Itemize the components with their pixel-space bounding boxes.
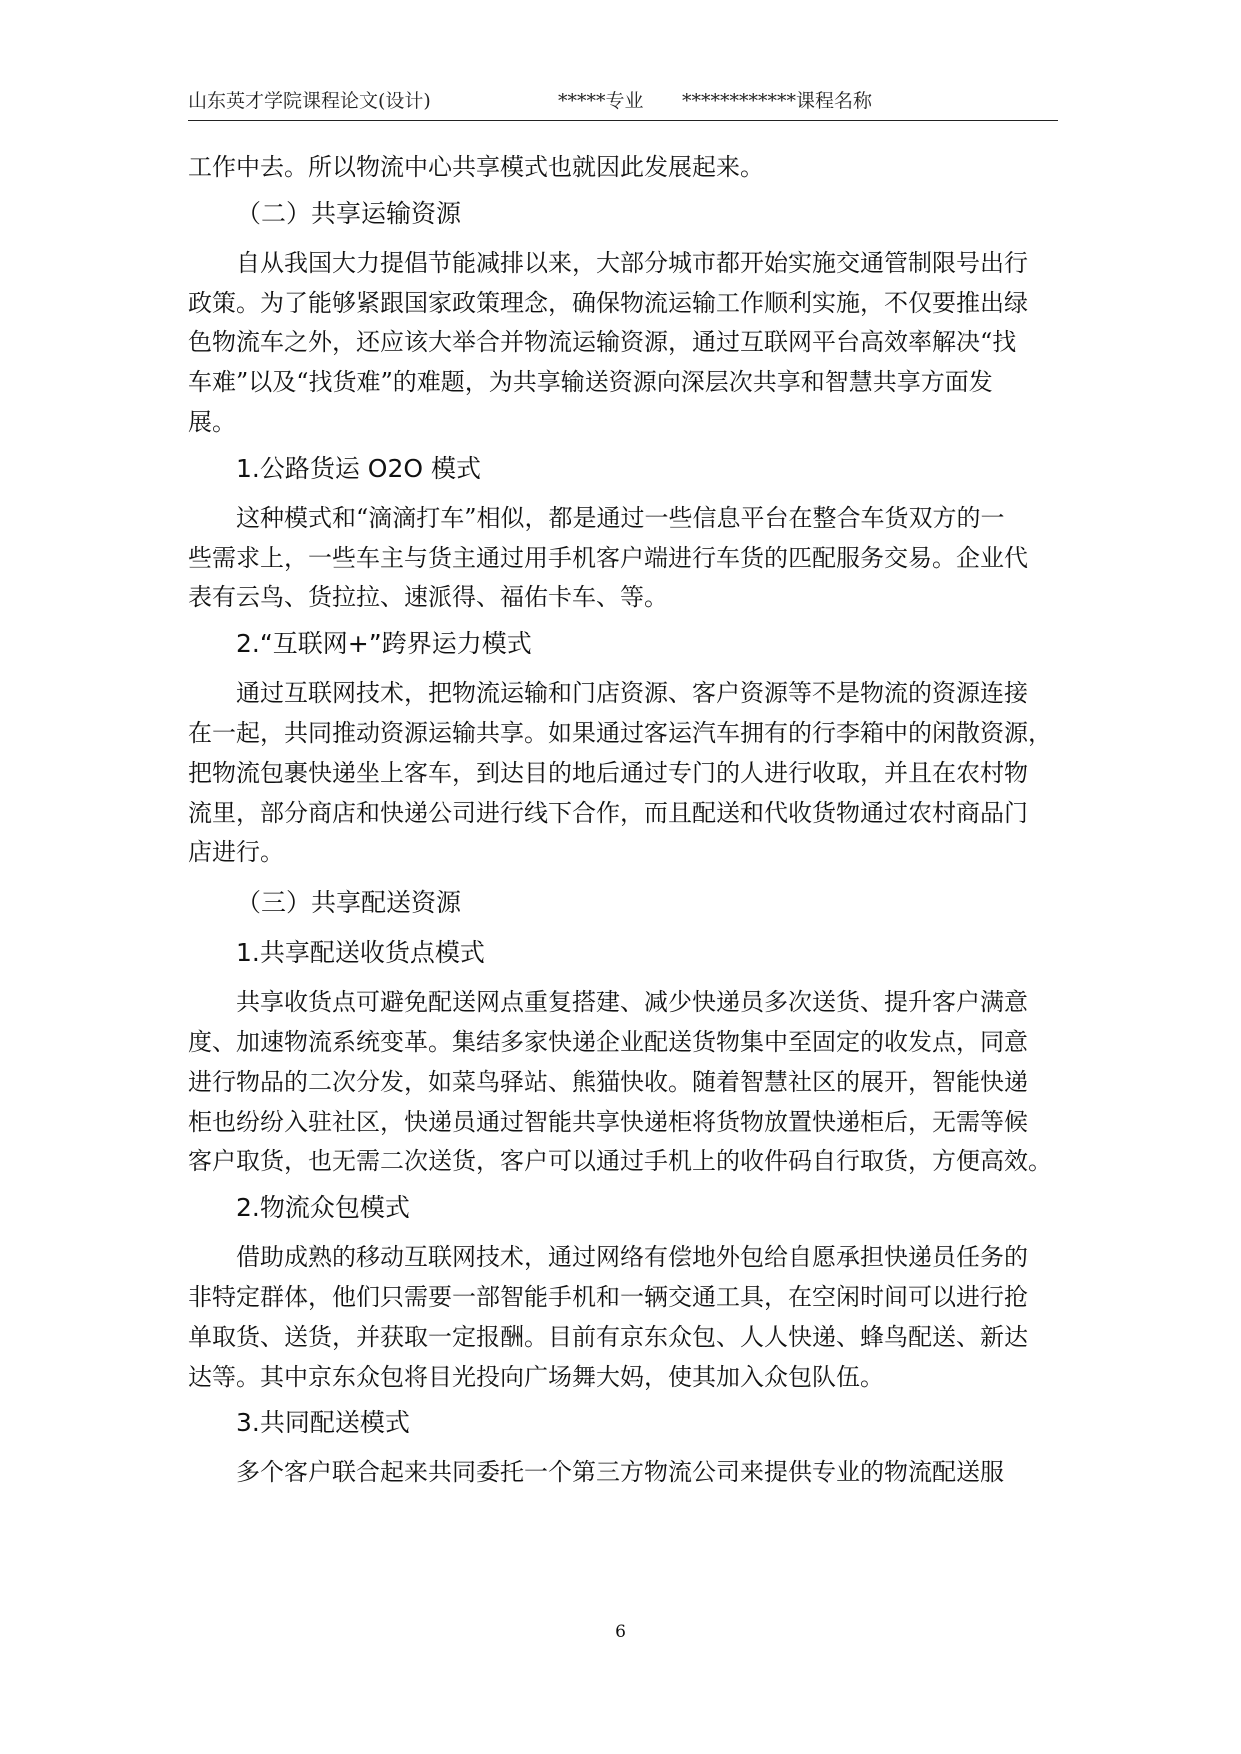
paragraph-line: 表有云鸟、货拉拉、速派得、福佑卡车、等。 <box>188 583 668 612</box>
paragraph-line: 流里，部分商店和快递公司进行线下合作，而且配送和代收货物通过农村商品门 <box>188 798 1028 827</box>
paragraph-line: 这种模式和“滴滴打车”相似，都是通过一些信息平台在整合车货双方的一 <box>236 503 1005 532</box>
paragraph-line: 些需求上，一些车主与货主通过用手机客户端进行车货的匹配服务交易。企业代 <box>188 543 1028 572</box>
header-course-name: ************课程名称 <box>682 90 873 112</box>
paragraph-internet-plus <box>188 674 1058 873</box>
subheading-pickup-points: 1.共享配送收货点模式 <box>236 938 485 968</box>
paragraph-continuation <box>188 148 1058 188</box>
subheading-joint-delivery: 3.共同配送模式 <box>236 1408 410 1438</box>
header-major: *****专业 <box>558 90 644 112</box>
paragraph-line: 店进行。 <box>188 838 284 867</box>
paragraph-line: 单取货、送货，并获取一定报酬。目前有京东众包、人人快递、蜂鸟配送、新达 <box>188 1322 1028 1351</box>
header-institution: 山东英才学院课程论文(设计) <box>188 90 431 112</box>
paragraph-road-freight-o2o <box>188 499 1058 618</box>
paragraph-line: 进行物品的二次分发，如菜鸟驿站、熊猫快收。随着智慧社区的展开，智能快递 <box>188 1067 1028 1096</box>
paragraph-line: 柜也纷纷入驻社区，快递员通过智能共享快递柜将货物放置快递柜后，无需等候 <box>188 1107 1028 1136</box>
header-rule <box>188 120 1058 121</box>
paragraph-line: 色物流车之外，还应该大举合并物流运输资源，通过互联网平台高效率解决“找 <box>188 328 1017 357</box>
paragraph-line: 自从我国大力提倡节能减排以来，大部分城市都开始实施交通管制限号出行 <box>236 248 1028 277</box>
paragraph-shared-transport <box>188 244 1058 443</box>
paragraph-line: 度、加速物流系统变革。集结多家快递企业配送货物集中至固定的收发点，同意 <box>188 1027 1028 1056</box>
subheading-internet-plus: 2.“互联网+”跨界运力模式 <box>236 629 532 659</box>
paragraph-line: 通过互联网技术，把物流运输和门店资源、客户资源等不是物流的资源连接 <box>236 679 1028 708</box>
paragraph-line: 工作中去。所以物流中心共享模式也就因此发展起来。 <box>188 153 764 181</box>
section-heading-shared-delivery: （三）共享配送资源 <box>236 888 462 918</box>
paragraph-line: 借助成熟的移动互联网技术，通过网络有偿地外包给自愿承担快递员任务的 <box>236 1243 1028 1272</box>
paragraph-line: 多个客户联合起来共同委托一个第三方物流公司来提供专业的物流配送服 <box>236 1458 1004 1487</box>
subheading-crowdsourcing: 2.物流众包模式 <box>236 1193 410 1223</box>
paragraph-line: 达等。其中京东众包将目光投向广场舞大妈，使其加入众包队伍。 <box>188 1362 884 1391</box>
paragraph-crowdsourcing <box>188 1238 1058 1397</box>
paragraph-line: 车难”以及“找货难”的难题，为共享输送资源向深层次共享和智慧共享方面发 <box>188 368 993 397</box>
paragraph-line: 客户取货，也无需二次送货，客户可以通过手机上的收件码自行取货，方便高效。 <box>188 1147 1052 1176</box>
paragraph-line: 政策。为了能够紧跟国家政策理念，确保物流运输工作顺利实施，不仅要推出绿 <box>188 288 1028 317</box>
paragraph-joint-delivery <box>188 1453 1058 1493</box>
paragraph-line: 把物流包裹快递坐上客车，到达目的地后通过专门的人进行收取，并且在农村物 <box>188 758 1028 787</box>
paragraph-line: 非特定群体，他们只需要一部智能手机和一辆交通工具，在空闲时间可以进行抢 <box>188 1282 1028 1311</box>
paragraph-line: 展。 <box>188 407 236 436</box>
body-content <box>188 148 1058 1499</box>
page-number: 6 <box>615 1622 626 1642</box>
subheading-road-freight-o2o: 1.公路货运 O2O 模式 <box>236 453 482 483</box>
paragraph-line: 在一起，共同推动资源运输共享。如果通过客运汽车拥有的行李箱中的闲散资源， <box>188 718 1052 747</box>
section-heading-shared-transport: （二）共享运输资源 <box>236 198 462 228</box>
paragraph-line: 共享收货点可避免配送网点重复搭建、减少快递员多次送货、提升客户满意 <box>236 988 1028 1017</box>
paragraph-pickup-points <box>188 983 1058 1182</box>
